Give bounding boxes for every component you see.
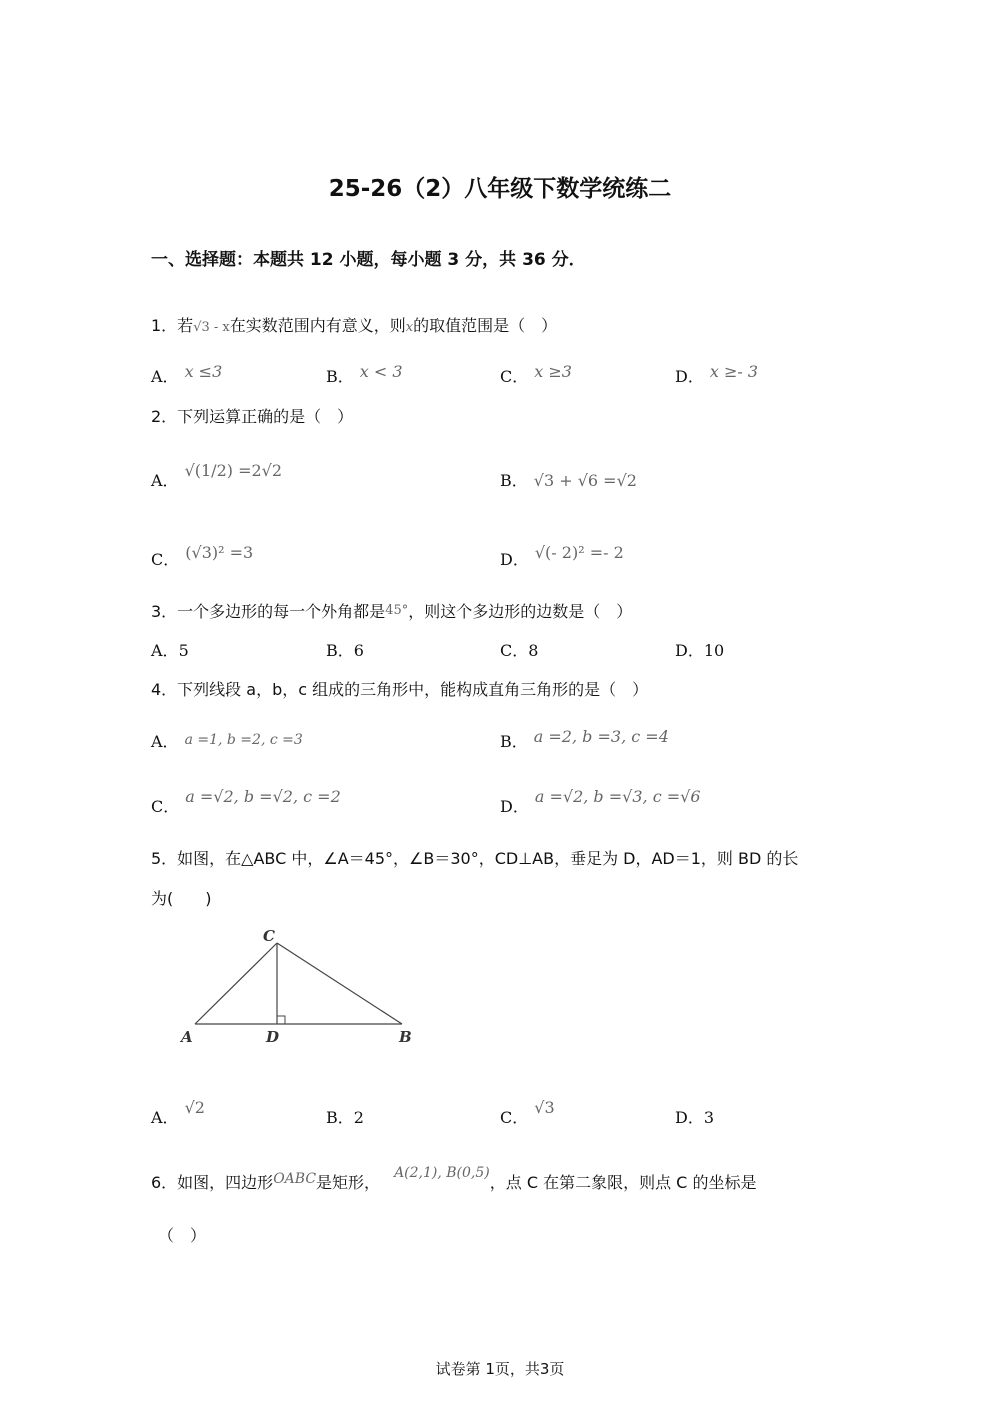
q5-option-c[interactable] [500, 1098, 555, 1128]
question-5-line-1: 5．如图，在△ABC 中，∠A＝45°，∠B＝30°，CD⊥AB，垂足为 D，AD＝1，则 BD 的长 [151, 849, 799, 868]
q1-option-d[interactable] [675, 364, 758, 387]
q4-option-a[interactable] [151, 729, 303, 752]
q2-option-a[interactable] [151, 461, 283, 491]
option-expr: √3 [534, 1098, 555, 1117]
option-label: D． [675, 367, 704, 386]
q2-option-c[interactable] [151, 543, 254, 570]
option-label: C． [151, 550, 180, 569]
q1-var: x [405, 320, 414, 335]
option-label: C． [500, 1108, 529, 1127]
q3-after: ，则这个多边形的边数是（ ） [408, 602, 633, 621]
q1-option-b[interactable] [326, 364, 403, 387]
option-label: D． [675, 641, 704, 660]
question-1 [151, 313, 557, 336]
option-label: A． [151, 1108, 179, 1127]
option-label: B． [326, 367, 354, 386]
q1-option-c[interactable] [500, 364, 572, 387]
q1-after: 的取值范围是（ ） [413, 316, 558, 335]
q6-after: ，点 C 在第二象限，则点 C 的坐标是 [489, 1173, 757, 1192]
option-expr: a =2, b =3, c =4 [533, 727, 669, 746]
q5-option-a[interactable] [151, 1098, 205, 1128]
option-label: B． [326, 641, 354, 660]
option-label: D． [500, 550, 529, 569]
q4-option-d[interactable] [500, 787, 701, 817]
q4-option-c[interactable] [151, 787, 341, 817]
option-value: 10 [703, 641, 725, 660]
q3-option-c[interactable] [500, 638, 538, 661]
option-expr: x < 3 [359, 362, 403, 381]
q1-option-a[interactable] [151, 364, 222, 387]
option-expr: a =1, b =2, c =3 [184, 732, 303, 748]
q3-option-d[interactable] [675, 638, 724, 661]
q4-option-b[interactable] [500, 729, 669, 752]
option-expr: x ≥- 3 [709, 362, 759, 381]
option-label: A． [151, 367, 179, 386]
option-value: 6 [353, 641, 364, 660]
option-expr: (√3)² =3 [185, 543, 254, 562]
option-expr: √(1/2) =2√2 [184, 461, 283, 480]
option-label: B． [500, 732, 528, 751]
section-heading: 一、选择题：本题共 12 小题，每小题 3 分，共 36 分． [151, 250, 586, 270]
question-6-line-2: （ ） [158, 1226, 207, 1245]
q6-mid: 是矩形， [316, 1173, 381, 1192]
label-b: B [399, 1028, 412, 1046]
option-label: B． [326, 1108, 354, 1127]
q1-before: 1．若 [151, 316, 194, 335]
q6-before: 6．如图，四边形 [151, 1173, 274, 1192]
option-expr: a =√2, b =√3, c =√6 [534, 787, 701, 806]
segment-bc [277, 943, 402, 1024]
option-label: D． [500, 797, 529, 816]
option-label: C． [500, 641, 529, 660]
option-value: 2 [353, 1108, 364, 1127]
label-c: C [263, 927, 275, 945]
option-label: C． [151, 797, 180, 816]
page-title: 25-26（2）八年级下数学统练二 [328, 176, 672, 202]
option-label: D． [675, 1108, 704, 1127]
q1-mid: 在实数范围内有意义，则 [229, 316, 406, 335]
option-label: C． [500, 367, 529, 386]
q3-option-a[interactable] [151, 638, 189, 661]
label-a: A [181, 1028, 193, 1046]
question-2: 2．下列运算正确的是（ ） [151, 407, 354, 426]
option-expr: a =√2, b =√2, c =2 [185, 787, 341, 806]
option-label: A． [151, 471, 179, 490]
question-3 [151, 599, 632, 622]
option-label: A． [151, 732, 179, 751]
right-angle-mark [277, 1016, 285, 1024]
question-5-line-2: 为( ) [151, 889, 212, 908]
question-4: 4．下列线段 a，b，c 组成的三角形中，能构成直角三角形的是（ ） [151, 680, 649, 699]
segment-ac [195, 943, 277, 1024]
option-label: A． [151, 641, 179, 660]
q3-expr: 45° [385, 603, 409, 618]
q6-shape: OABC [273, 1171, 317, 1187]
option-value: 5 [178, 641, 189, 660]
option-expr: x ≥3 [534, 362, 572, 381]
option-expr: √2 [184, 1098, 205, 1117]
option-expr: √3 + √6 =√2 [533, 471, 637, 490]
q3-option-b[interactable] [326, 638, 364, 661]
q1-expr: √3 - x [193, 320, 230, 335]
page-footer: 试卷第 1页，共3页 [435, 1360, 565, 1378]
q2-option-d[interactable] [500, 543, 624, 570]
q5-option-d[interactable] [675, 1105, 714, 1128]
q3-before: 3．一个多边形的每一个外角都是 [151, 602, 386, 621]
q6-points: A(2,1), B(0,5) [394, 1165, 490, 1181]
label-d: D [266, 1028, 280, 1046]
option-expr: x ≤3 [184, 362, 223, 381]
option-value: 8 [528, 641, 539, 660]
option-expr: √(- 2)² =- 2 [534, 543, 624, 562]
q2-option-b[interactable] [500, 468, 637, 491]
question-6 [151, 1165, 757, 1193]
q5-option-b[interactable] [326, 1105, 364, 1128]
option-value: 3 [703, 1108, 715, 1127]
triangle-figure [178, 922, 428, 1052]
option-label: B． [500, 471, 528, 490]
